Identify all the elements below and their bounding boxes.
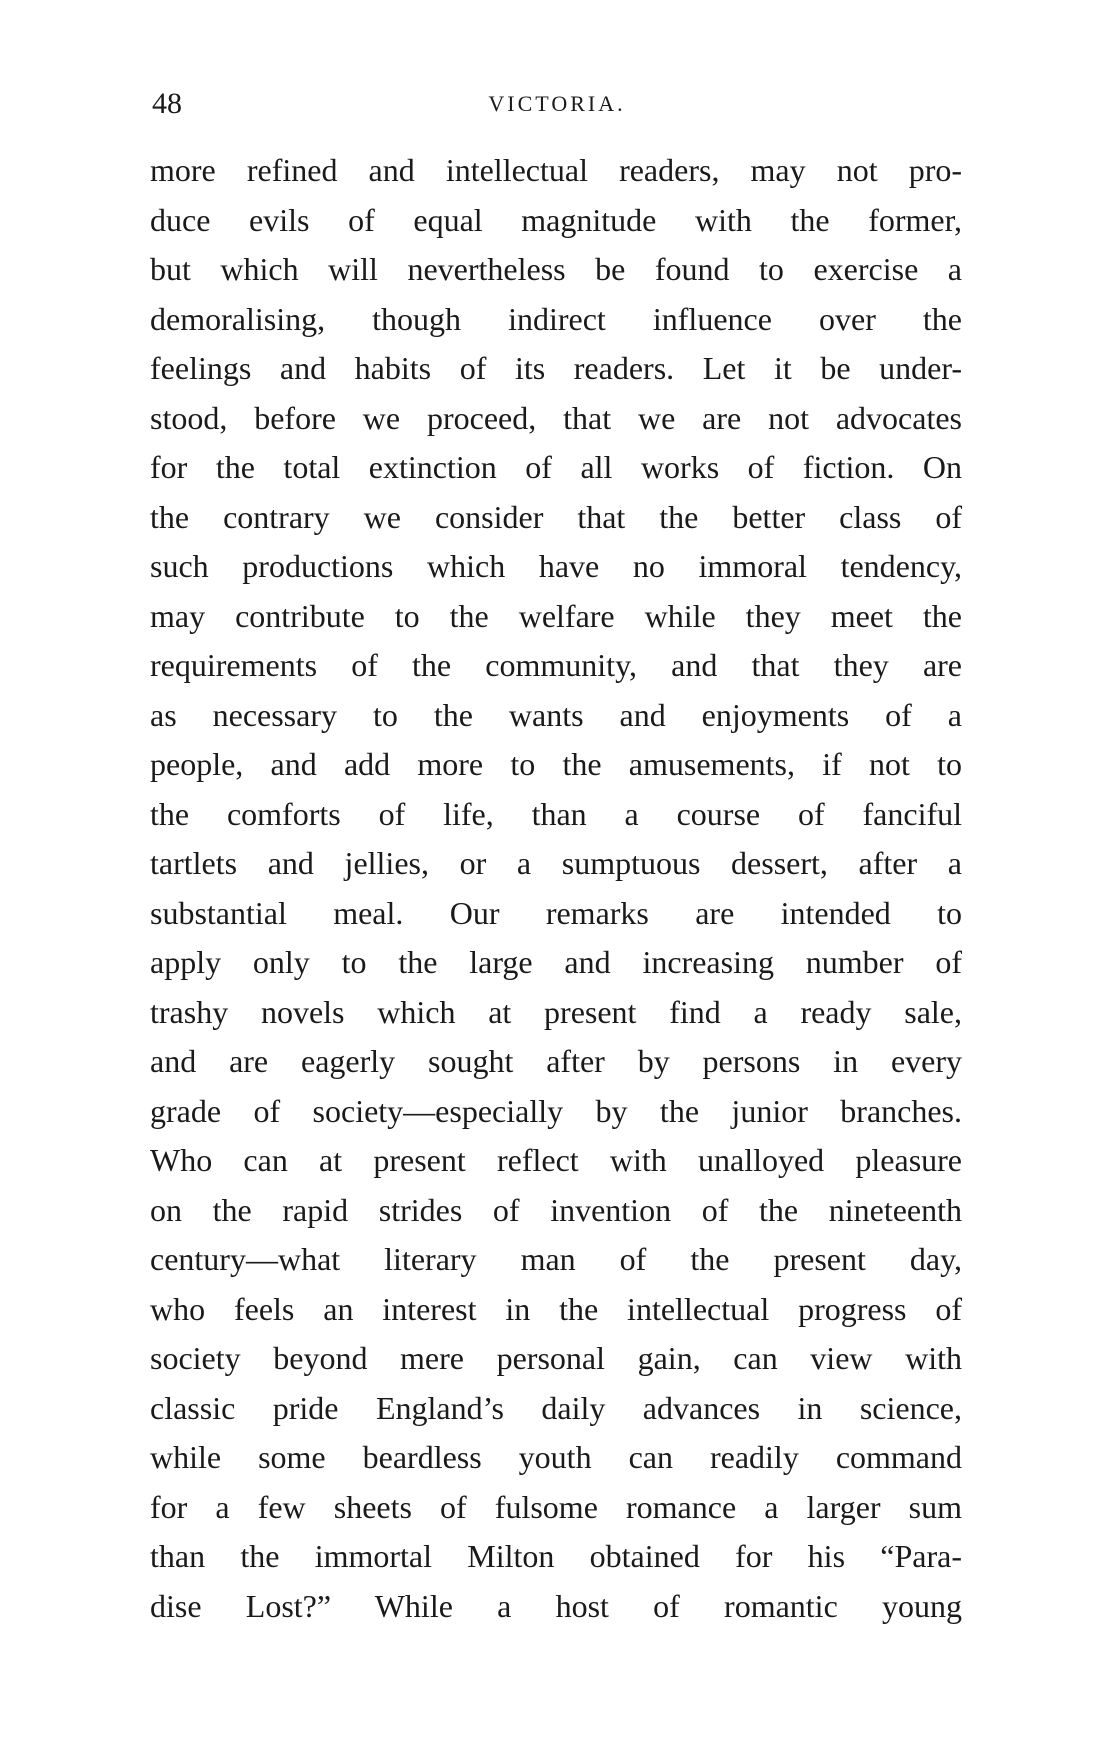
text-line: more refined and intellectual readers, may not pro- <box>150 152 962 188</box>
text-line: such productions which have no immoral tendency, <box>150 548 962 584</box>
text-line: classic pride England’s daily advances in science, <box>150 1389 962 1426</box>
text-line: may contribute to the welfare while they meet the <box>150 597 962 634</box>
text-line: century—what literary man of the present day, <box>150 1241 962 1277</box>
text-line: as necessary to the wants and enjoyments of a <box>150 696 962 733</box>
text-line: apply only to the large and increasing number of <box>150 944 962 980</box>
text-line: who feels an interest in the intellectual progress of <box>150 1290 962 1327</box>
text-line: but which will nevertheless be found to exercise a <box>150 251 962 287</box>
text-line: dise Lost?” While a host of romantic young <box>150 1587 962 1624</box>
text-line: on the rapid strides of invention of the nineteenth <box>150 1191 962 1228</box>
text-line: while some beardless youth can readily command <box>150 1439 962 1475</box>
text-line: than the immortal Milton obtained for his “Para- <box>150 1538 962 1574</box>
body-text <box>150 146 962 1631</box>
text-line: feelings and habits of its readers. Let it be under- <box>150 350 962 386</box>
text-line: tartlets and jellies, or a sumptuous dessert, after a <box>150 845 962 881</box>
text-line: trashy novels which at present find a ready sale, <box>150 993 962 1030</box>
text-line: for a few sheets of fulsome romance a larger sum <box>150 1488 962 1525</box>
text-line: substantial meal. Our remarks are intended to <box>150 894 962 931</box>
text-line: society beyond mere personal gain, can view with <box>150 1340 962 1376</box>
text-line: and are eagerly sought after by persons in every <box>150 1043 962 1079</box>
text-line: for the total extinction of all works of fiction. On <box>150 449 962 485</box>
text-line: requirements of the community, and that they are <box>150 647 962 683</box>
text-line: the comforts of life, than a course of fanciful <box>150 795 962 832</box>
page-number: 48 <box>152 87 182 120</box>
text-line: the contrary we consider that the better class of <box>150 498 962 535</box>
running-head: VICTORIA. <box>488 91 626 116</box>
text-line: duce evils of equal magnitude with the former, <box>150 201 962 238</box>
text-line: grade of society—especially by the junior branches. <box>150 1092 962 1129</box>
text-line: demoralising, though indirect influence over the <box>150 300 962 337</box>
text-line: people, and add more to the amusements, if not to <box>150 746 962 782</box>
page-header <box>152 82 962 126</box>
text-line: stood, before we proceed, that we are not advocates <box>150 399 962 436</box>
text-line: Who can at present reflect with unalloyed pleasure <box>150 1142 962 1178</box>
